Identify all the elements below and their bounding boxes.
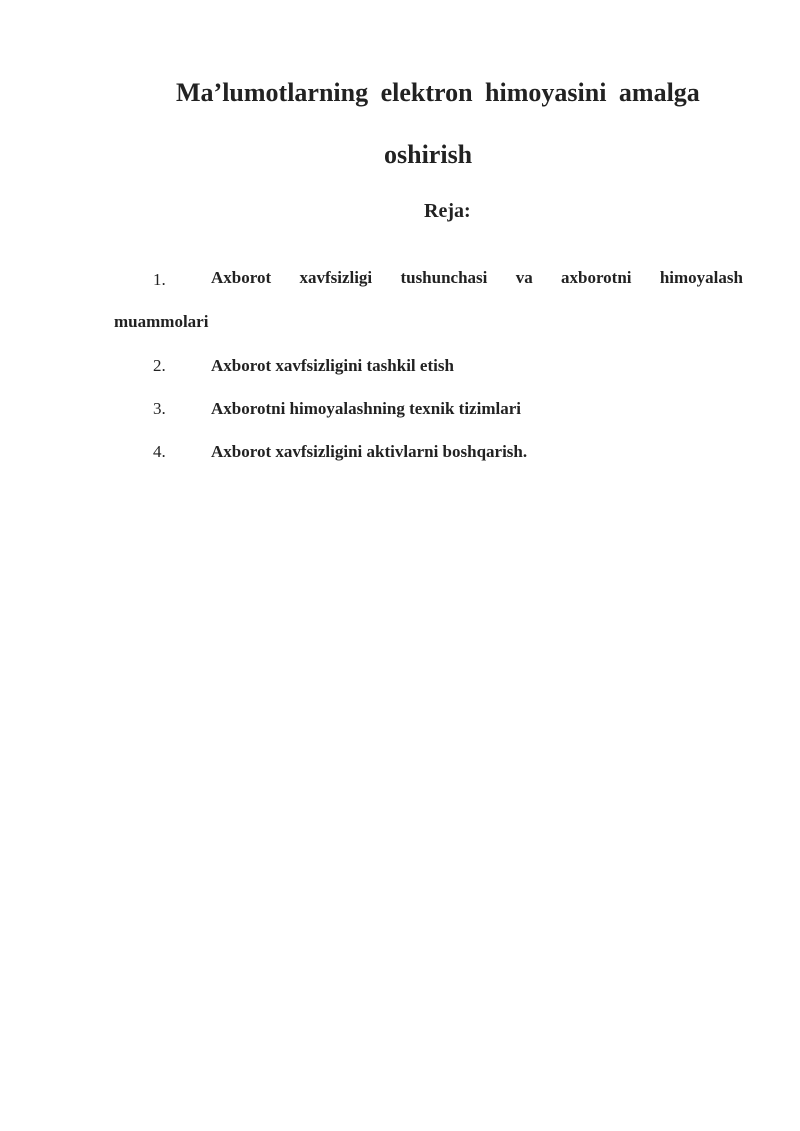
- list-item-1-word: axborotni: [560, 268, 632, 287]
- list-item-1-word: himoyalash: [659, 268, 743, 287]
- list-item-number-2: 2.: [153, 356, 166, 375]
- list-item-1-word: xavfsizligi: [299, 268, 373, 287]
- list-item-text-2: Axborot xavfsizligini tashkil etish: [211, 356, 454, 375]
- list-item-number-3: 3.: [153, 399, 166, 418]
- list-item-text-1: [211, 268, 743, 288]
- list-item-number-1: 1.: [153, 270, 166, 289]
- document-title-line-1: Ma’lumotlarning elektron himoyasini amalga: [176, 78, 700, 107]
- list-item-1-continuation: muammolari: [114, 312, 209, 331]
- list-item-1-word: va: [515, 268, 533, 287]
- list-item-1-word: tushunchasi: [400, 268, 488, 287]
- list-item-1-word: Axborot: [211, 268, 272, 287]
- list-item-text-3: Axborotni himoyalashning texnik tizimlari: [211, 399, 521, 418]
- list-item-text-4: Axborot xavfsizligini aktivlarni boshqarish.: [211, 442, 528, 461]
- list-item-number-4: 4.: [153, 442, 166, 461]
- document-title-line-2: oshirish: [384, 140, 473, 169]
- plan-heading: Reja:: [424, 200, 471, 222]
